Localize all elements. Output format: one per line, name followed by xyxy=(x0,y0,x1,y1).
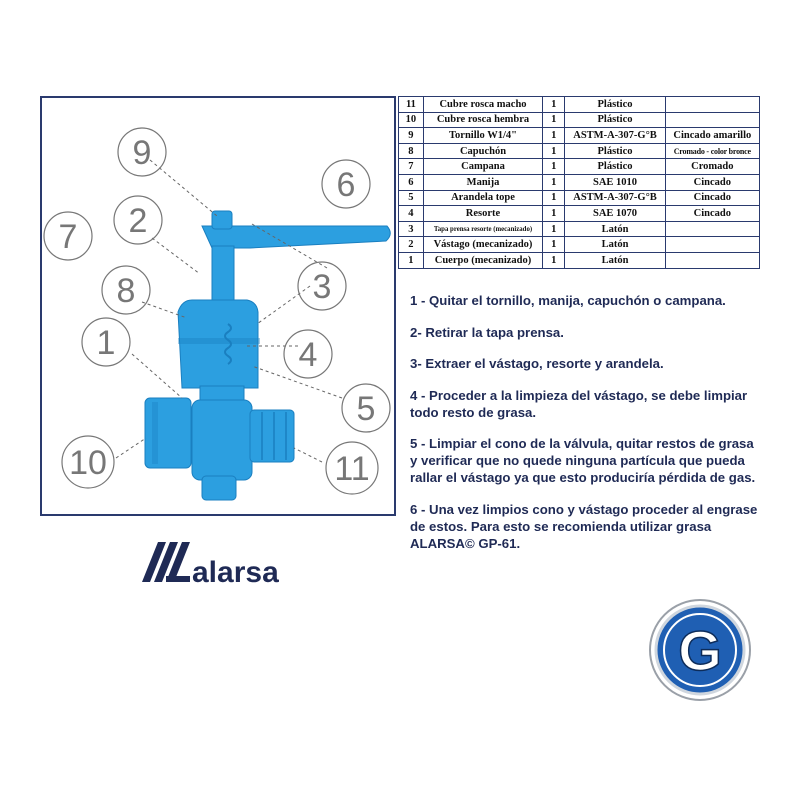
part-number: 3 xyxy=(399,221,424,237)
table-row xyxy=(399,237,760,253)
instruction-step: 5 - Limpiar el cono de la válvula, quitar restos de grasa y verificar que no quede ninguna partícula que pueda rallar el vástago ya que esto produciría pérdida de gas. xyxy=(410,436,756,485)
part-description: Capuchón xyxy=(423,143,542,159)
part-quantity: 1 xyxy=(543,237,565,253)
part-number: 11 xyxy=(399,97,424,113)
g-logo xyxy=(648,598,752,702)
part-description: Campana xyxy=(423,159,542,175)
part-description: Manija xyxy=(423,174,542,190)
part-material: ASTM-A-307-G°B xyxy=(565,128,665,144)
table-row xyxy=(399,252,760,268)
part-material: Latón xyxy=(565,237,665,253)
instruction-step: 6 - Una vez limpios cono y vástago proceder al engrase de estos. Para esto se recomienda utilizar grasa ALARSA© GP-61. xyxy=(410,501,758,551)
parts-table xyxy=(398,96,760,269)
part-quantity: 1 xyxy=(543,128,565,144)
callout-2: 2 xyxy=(128,202,148,240)
part-number: 6 xyxy=(399,174,424,190)
part-material: SAE 1070 xyxy=(565,206,665,222)
part-quantity: 1 xyxy=(543,159,565,175)
part-number: 7 xyxy=(399,159,424,175)
part-material: Latón xyxy=(565,252,665,268)
callout-4: 4 xyxy=(298,336,318,374)
part-number: 9 xyxy=(399,128,424,144)
part-material: ASTM-A-307-G°B xyxy=(565,190,665,206)
instruction-step: 3- Extraer el vástago, resorte y arandela. xyxy=(410,356,664,371)
stem xyxy=(212,246,234,306)
part-description: Tapa prensa resorte (mecanizado) xyxy=(423,221,542,237)
callout-7: 7 xyxy=(58,218,78,256)
callout-9: 9 xyxy=(132,134,152,172)
instruction-step: 1 - Quitar el tornillo, manija, capuchón o campana. xyxy=(410,293,726,308)
diagram-panel xyxy=(40,96,396,516)
part-number: 4 xyxy=(399,206,424,222)
part-description: Cubre rosca macho xyxy=(423,97,542,113)
valve-body xyxy=(192,400,252,480)
part-finish xyxy=(665,221,759,237)
part-material: Plástico xyxy=(565,97,665,113)
alarsa-wordmark: alarsa xyxy=(192,556,279,586)
part-finish xyxy=(665,237,759,253)
part-number: 10 xyxy=(399,112,424,128)
part-finish xyxy=(665,97,759,113)
instruction-step: 4 - Proceder a la limpieza del vástago, se debe limpiar todo resto de grasa. xyxy=(410,387,748,420)
part-description: Tornillo W1/4" xyxy=(423,128,542,144)
part-material: SAE 1010 xyxy=(565,174,665,190)
table-row xyxy=(399,143,760,159)
part-description: Cubre rosca hembra xyxy=(423,112,542,128)
callout-6: 6 xyxy=(336,166,356,204)
part-finish: Cincado xyxy=(665,174,759,190)
callout-3: 3 xyxy=(312,268,332,306)
part-finish: Cincado xyxy=(665,190,759,206)
g-letter: G xyxy=(678,619,722,682)
part-description: Arandela tope xyxy=(423,190,542,206)
instruction-step: 2- Retirar la tapa prensa. xyxy=(410,324,564,340)
part-number: 2 xyxy=(399,237,424,253)
part-quantity: 1 xyxy=(543,252,565,268)
table-row xyxy=(399,174,760,190)
callout-10: 10 xyxy=(69,444,107,482)
part-material: Plástico xyxy=(565,159,665,175)
part-number: 5 xyxy=(399,190,424,206)
part-description: Cuerpo (mecanizado) xyxy=(423,252,542,268)
part-quantity: 1 xyxy=(543,206,565,222)
callout-1: 1 xyxy=(96,324,116,362)
table-row xyxy=(399,206,760,222)
part-finish: Cincado amarillo xyxy=(665,128,759,144)
part-number: 1 xyxy=(399,252,424,268)
part-finish xyxy=(665,112,759,128)
alarsa-logo xyxy=(140,536,310,586)
part-material: Latón xyxy=(565,221,665,237)
table-row xyxy=(399,159,760,175)
part-material: Plástico xyxy=(565,143,665,159)
part-number: 8 xyxy=(399,143,424,159)
callout-11: 11 xyxy=(334,450,370,488)
valve-diagram xyxy=(42,98,398,518)
part-finish: Cincado xyxy=(665,206,759,222)
part-finish: Cromado - color bronce xyxy=(665,143,759,159)
instructions xyxy=(410,292,762,566)
male-thread xyxy=(250,410,294,462)
part-description: Vástago (mecanizado) xyxy=(423,237,542,253)
table-row xyxy=(399,97,760,113)
alarsa-mark-icon xyxy=(142,542,190,582)
table-row xyxy=(399,112,760,128)
bottom-outlet xyxy=(202,476,236,500)
part-quantity: 1 xyxy=(543,143,565,159)
part-material: Plástico xyxy=(565,112,665,128)
female-nut xyxy=(145,398,191,468)
part-quantity: 1 xyxy=(543,221,565,237)
callout-5: 5 xyxy=(356,390,376,428)
part-quantity: 1 xyxy=(543,97,565,113)
part-finish xyxy=(665,252,759,268)
part-quantity: 1 xyxy=(543,174,565,190)
part-quantity: 1 xyxy=(543,190,565,206)
table-row xyxy=(399,128,760,144)
table-row xyxy=(399,190,760,206)
callout-8: 8 xyxy=(116,272,136,310)
part-quantity: 1 xyxy=(543,112,565,128)
table-row xyxy=(399,221,760,237)
part-description: Resorte xyxy=(423,206,542,222)
part-finish: Cromado xyxy=(665,159,759,175)
